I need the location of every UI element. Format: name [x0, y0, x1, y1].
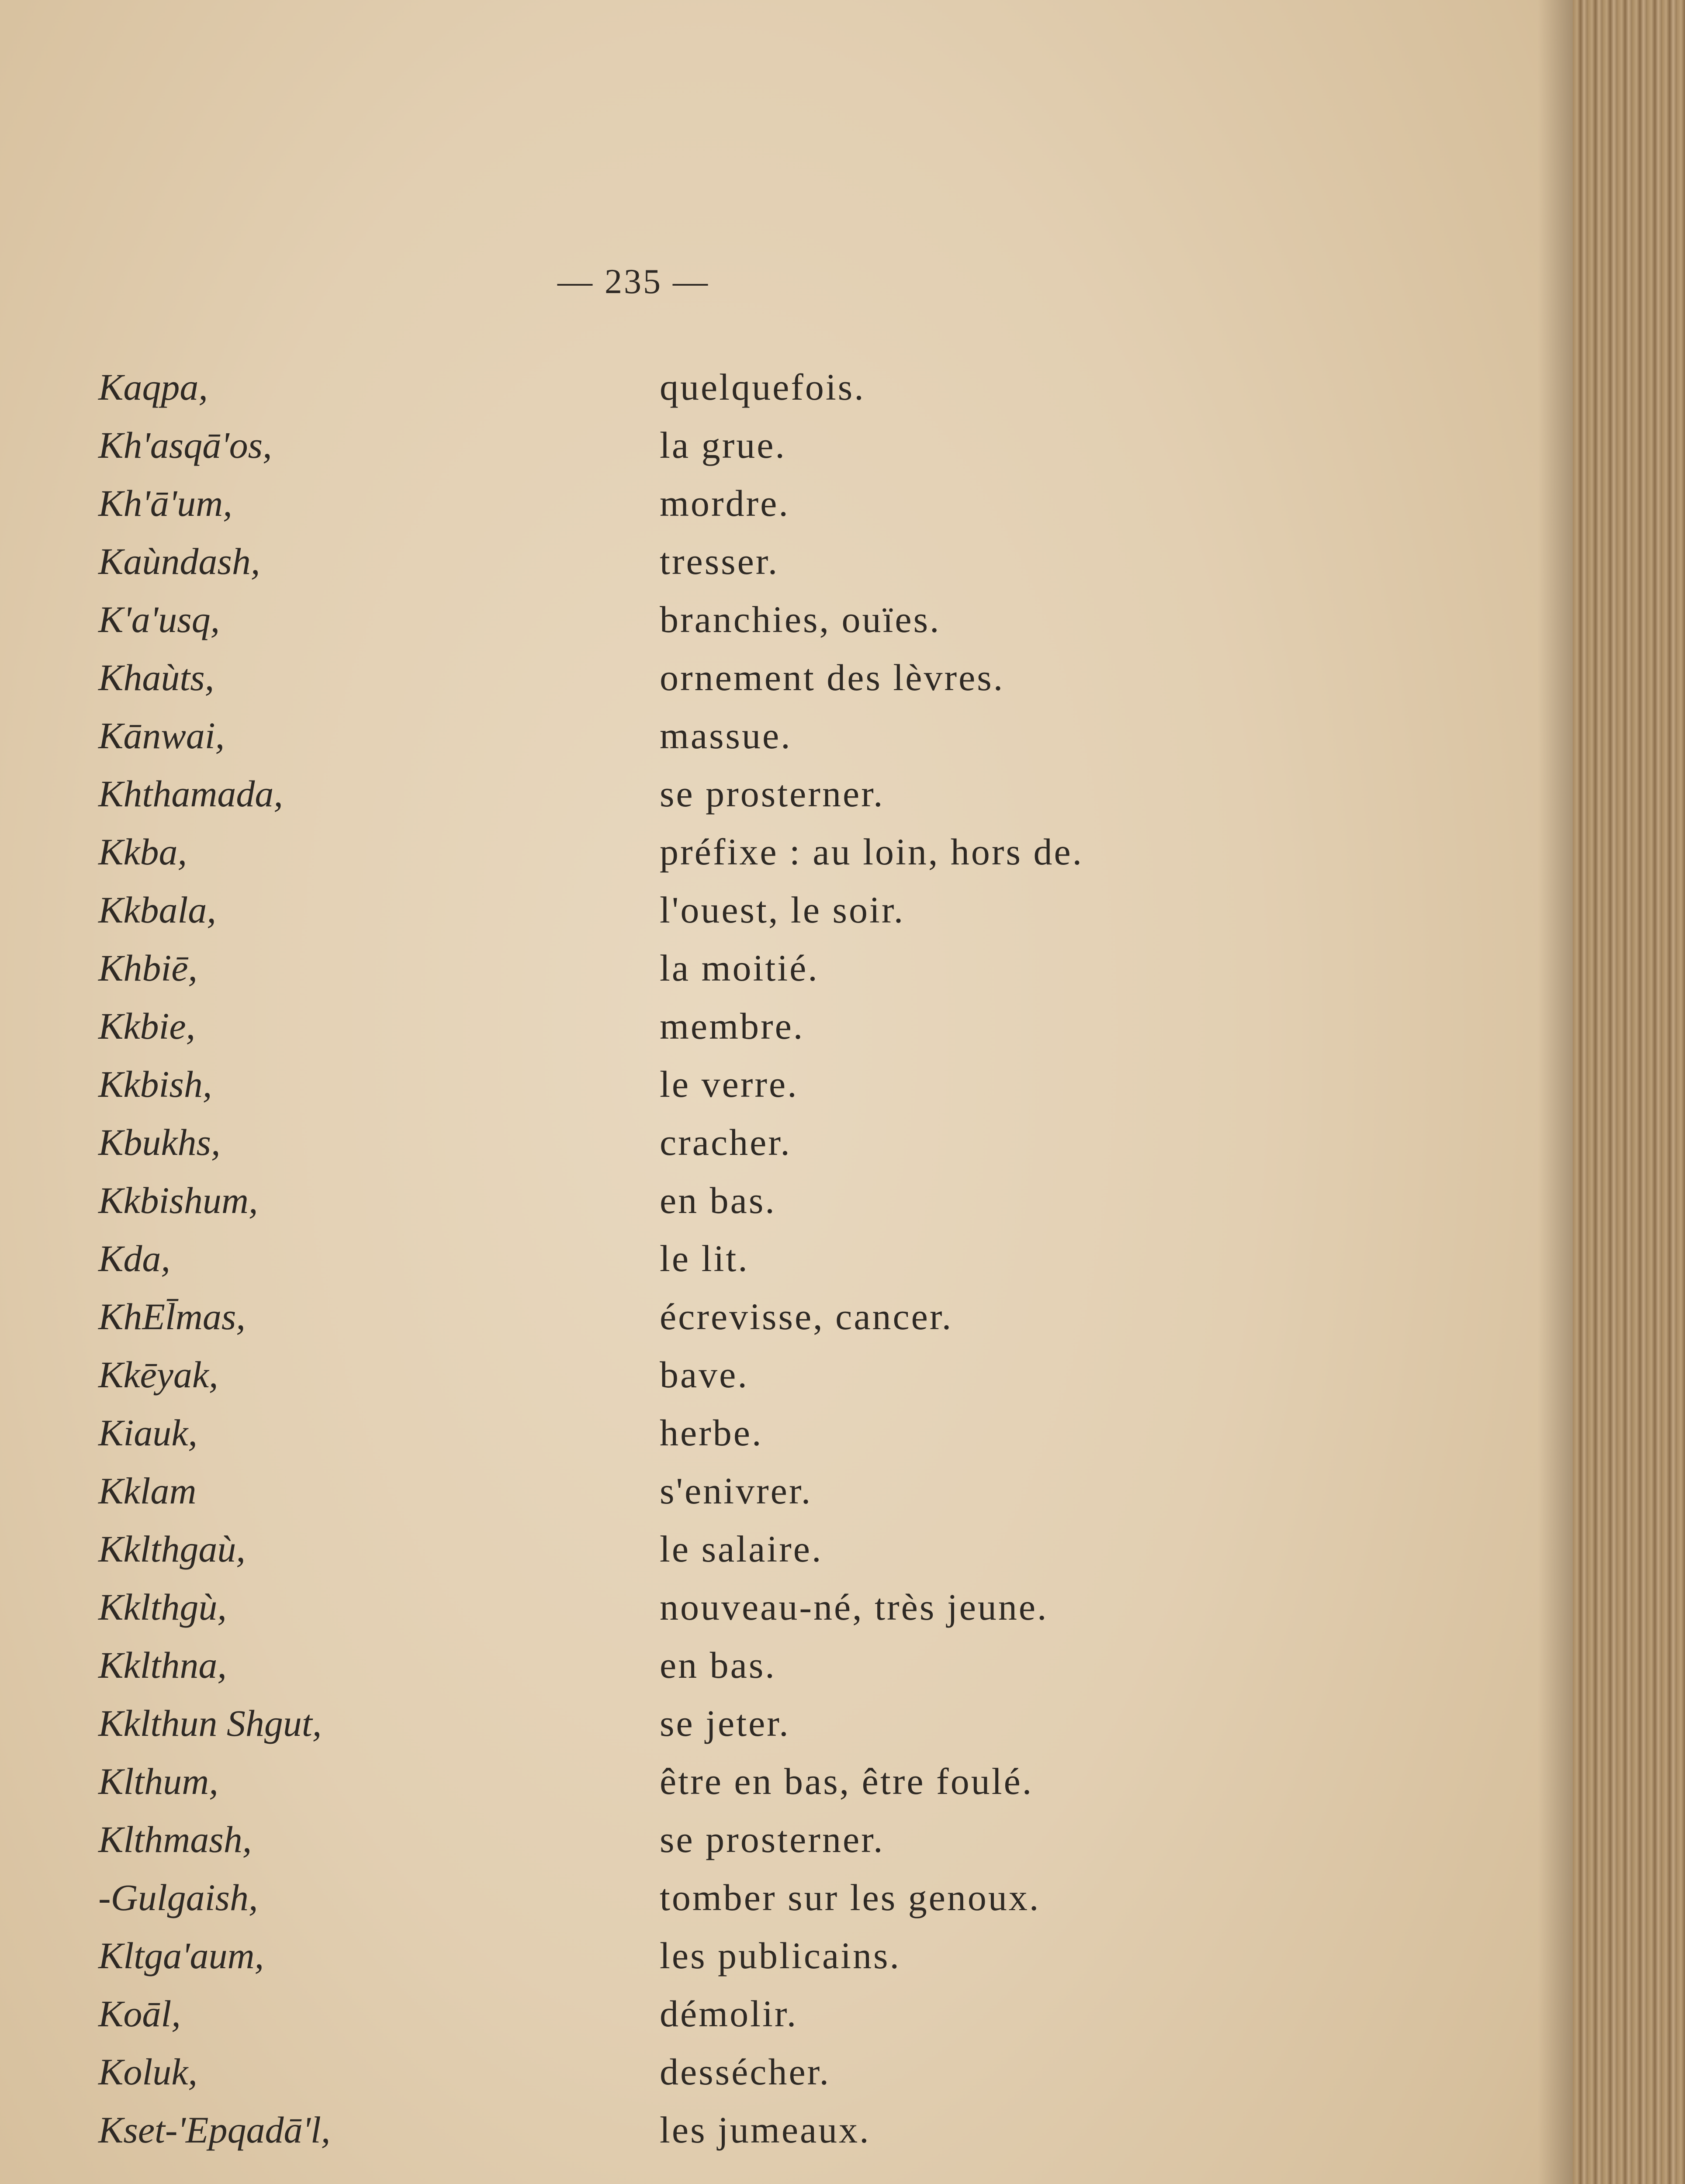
page-number: — 235 — — [557, 263, 709, 301]
entry-meaning: l'ouest, le soir. — [660, 889, 905, 931]
entry-term: Kiauk, — [98, 1412, 197, 1454]
entry-term: Kklthgù, — [98, 1586, 227, 1628]
entry-term: KhEl̄mas, — [98, 1296, 246, 1337]
glossary-entry — [0, 649, 1485, 707]
entry-meaning: se prosterner. — [660, 773, 885, 815]
entry-term: Koāl, — [98, 1993, 181, 2035]
entry-meaning: les publicains. — [660, 1935, 901, 1977]
glossary-entry — [0, 1927, 1485, 1985]
glossary-entry — [0, 1230, 1485, 1288]
glossary-entry — [0, 1869, 1485, 1927]
entry-meaning: se prosterner. — [660, 1818, 885, 1860]
page-shadow — [1538, 0, 1577, 2184]
entry-meaning: cracher. — [660, 1121, 792, 1163]
entry-meaning: préfixe : au loin, hors de. — [660, 831, 1084, 873]
entry-term: Kānwai, — [98, 715, 225, 757]
entry-meaning: se jeter. — [660, 1702, 790, 1744]
glossary-entry — [0, 1113, 1485, 1171]
entry-term: Khthamada, — [98, 773, 283, 815]
entry-meaning: la grue. — [660, 424, 786, 466]
entry-term: Kklthna, — [98, 1644, 227, 1686]
glossary-entry — [0, 416, 1485, 474]
entry-term: Kltga'aum, — [98, 1935, 264, 1977]
glossary-entry — [0, 1985, 1485, 2043]
glossary-entry — [0, 2043, 1485, 2101]
entry-meaning: dessécher. — [660, 2051, 831, 2093]
entry-meaning: membre. — [660, 1005, 805, 1047]
entry-meaning: tomber sur les genoux. — [660, 1876, 1041, 1918]
entry-meaning: herbe. — [660, 1412, 763, 1454]
entry-term: Kaùndash, — [98, 540, 260, 582]
glossary-entry — [0, 1171, 1485, 1230]
glossary-entry — [0, 358, 1485, 416]
entry-term: Kda, — [98, 1237, 170, 1279]
entry-term: Koluk, — [98, 2051, 197, 2093]
entry-term: Kkbish, — [98, 1063, 212, 1105]
glossary-entry — [0, 707, 1485, 765]
glossary-entry — [0, 881, 1485, 939]
entry-term: Kh'asqā'os, — [98, 424, 272, 466]
entry-meaning: massue. — [660, 715, 792, 757]
entry-meaning: s'enivrer. — [660, 1470, 813, 1512]
entry-term: Kkbie, — [98, 1005, 196, 1047]
glossary-entry — [0, 532, 1485, 591]
entry-meaning: en bas. — [660, 1644, 776, 1686]
entry-term: K'a'usq, — [98, 598, 220, 640]
entry-meaning: les jumeaux. — [660, 2109, 871, 2151]
entry-meaning: la moitié. — [660, 947, 819, 989]
glossary-entry — [0, 1694, 1485, 1752]
glossary-entry — [0, 1288, 1485, 1346]
entry-term: Kkbishum, — [98, 1179, 258, 1221]
entry-term: Khbiē, — [98, 947, 197, 989]
entry-meaning: bave. — [660, 1354, 749, 1396]
glossary-list — [0, 358, 1485, 2159]
entry-meaning: nouveau-né, très jeune. — [660, 1586, 1048, 1628]
entry-meaning: ornement des lèvres. — [660, 657, 1005, 698]
glossary-entry — [0, 591, 1485, 649]
entry-term: Kset-'Epqadā'l, — [98, 2109, 331, 2151]
entry-term: Kbukhs, — [98, 1121, 221, 1163]
entry-term: Khaùts, — [98, 657, 215, 698]
entry-term: Kh'ā'um, — [98, 482, 232, 524]
entry-meaning: le verre. — [660, 1063, 799, 1105]
glossary-entry — [0, 1636, 1485, 1694]
entry-meaning: quelquefois. — [660, 366, 865, 408]
glossary-entry — [0, 1520, 1485, 1578]
entry-meaning: écrevisse, cancer. — [660, 1296, 953, 1337]
glossary-entry — [0, 939, 1485, 997]
entry-term: Klthum, — [98, 1760, 218, 1802]
entry-term: -Gulgaish, — [98, 1876, 258, 1918]
glossary-entry — [0, 765, 1485, 823]
glossary-entry — [0, 474, 1485, 532]
glossary-entry — [0, 1578, 1485, 1636]
entry-term: Kklthgaù, — [98, 1528, 246, 1570]
entry-meaning: en bas. — [660, 1179, 776, 1221]
entry-term: Kklam — [98, 1470, 197, 1512]
entry-meaning: être en bas, être foulé. — [660, 1760, 1034, 1802]
entry-meaning: le salaire. — [660, 1528, 823, 1570]
entry-meaning: démolir. — [660, 1993, 798, 2035]
glossary-entry — [0, 1346, 1485, 1404]
entry-term: Kklthun Shgut, — [98, 1702, 322, 1744]
entry-term: Kkba, — [98, 831, 187, 873]
glossary-entry — [0, 1811, 1485, 1869]
entry-meaning: mordre. — [660, 482, 790, 524]
glossary-entry — [0, 1752, 1485, 1811]
entry-term: Kkēyak, — [98, 1354, 218, 1396]
entry-meaning: branchies, ouïes. — [660, 598, 941, 640]
glossary-entry — [0, 997, 1485, 1055]
glossary-entry — [0, 823, 1485, 881]
glossary-entry — [0, 1404, 1485, 1462]
glossary-entry — [0, 1055, 1485, 1113]
page-edge-stack — [1573, 0, 1685, 2184]
entry-meaning: le lit. — [660, 1237, 749, 1279]
entry-term: Klthmash, — [98, 1818, 252, 1860]
glossary-entry — [0, 1462, 1485, 1520]
entry-term: Kaqpa, — [98, 366, 208, 408]
entry-term: Kkbala, — [98, 889, 216, 931]
entry-meaning: tresser. — [660, 540, 779, 582]
glossary-entry — [0, 2101, 1485, 2159]
